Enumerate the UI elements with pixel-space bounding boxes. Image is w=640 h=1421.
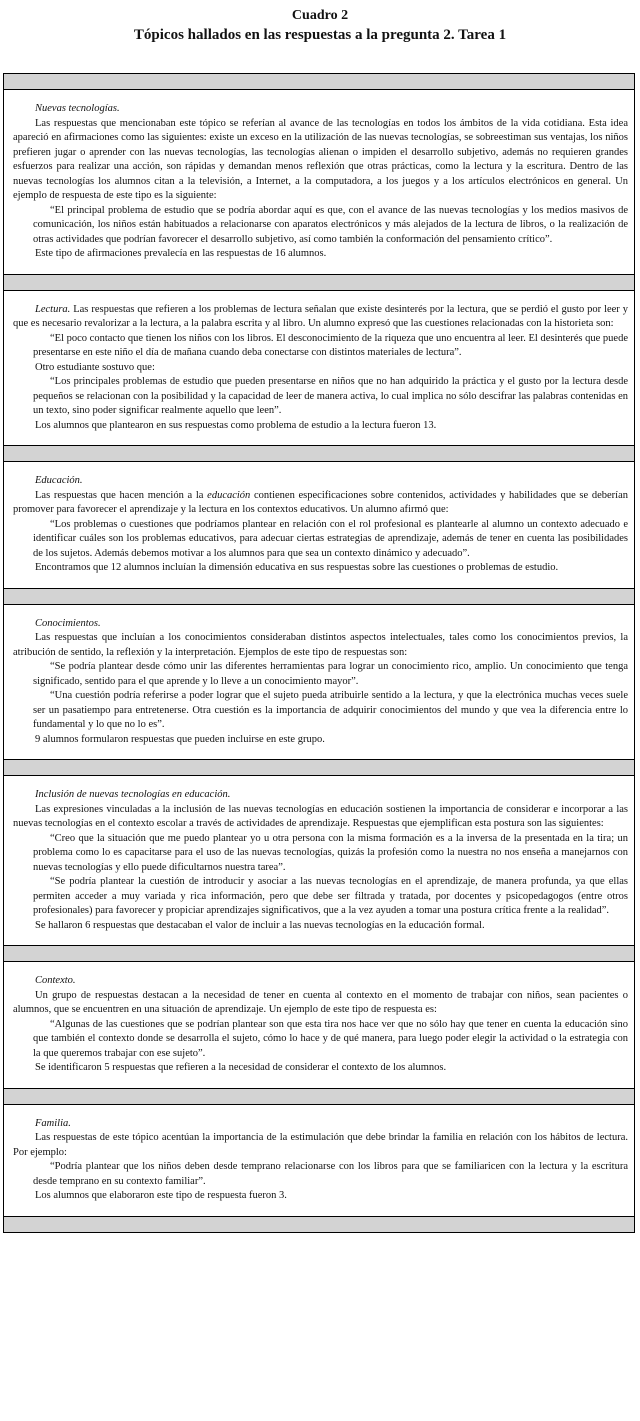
quote-paragraph: “Una cuestión podría referirse a poder lograr que el sujeto pueda atribuirle sentido a la lectura, y que la electrónica muchas veces suele ser un pasatiempo para entretenerse. Otra cuestión es la importancia de adquirir conocimientos del mundo y que vea la diferencia entre lo fundamental y lo que no lo es”. [33, 690, 628, 730]
topic-section-nuevas-tecnologias [4, 90, 634, 274]
topic-section-contexto [4, 962, 634, 1088]
topic-heading: Inclusión de nuevas tecnologías en educación. [35, 789, 231, 800]
topic-section-familia [4, 1105, 634, 1216]
topic-section-conocimientos [4, 605, 634, 760]
section-divider-bar [4, 588, 634, 605]
paragraph: Las respuestas de este tópico acentúan la importancia de la estimulación que debe brindar la familia en relación con los hábitos de lectura. Por ejemplo: [13, 1132, 628, 1158]
quote-paragraph: “El principal problema de estudio que se podría abordar aquí es que, con el avance de las nuevas tecnologías y los medios masivos de comunicación, los niños están habituados a relacionarse con aparatos electrónicos y más alejados de la lectura de libros, o la realización de otras actividades que podrían favorecer el desarrollo subjetivo, así como también la conformación del pensamiento crítico”. [33, 204, 628, 245]
topic-heading: Conocimientos. [35, 617, 101, 629]
quote-paragraph: “Los problemas o cuestiones que podríamos plantear en relación con el rol profesional es plantearle al alumno un contexto adecuado e identificar cuáles son los problemas educativos, para adecuar ciertas estrategias de aprendizaje, además de tener en cuenta las posibilidades de los sujetos. Además debemos motivar a los alumnos para que sea un contexto dinámico y adecuado”. [33, 518, 628, 559]
paragraph: Un grupo de respuestas destacan a la necesidad de tener en cuenta al contexto en el momento de trabajar con niños, sean pacientes o alumnos, que se encuentren en una situación de aprendizaje. Un ejemplo de este tipo de respuesta es: [13, 989, 628, 1015]
section-divider-bar [4, 1088, 634, 1105]
topic-heading: Contexto. [35, 975, 76, 986]
paragraph: Las respuestas que hacen mención a la educación contienen especificaciones sobre contenidos, actividades y habilidades que se deberían promover para favorecer el aprendizaje y la lectura en los contextos educativos. Un alumno afirmó que: [13, 489, 628, 515]
section-divider-bar [4, 1216, 634, 1233]
paragraph: Se hallaron 6 respuestas que destacaban el valor de incluir a las nuevas tecnologías en la educación formal. [35, 919, 485, 931]
paragraph: Se identificaron 5 respuestas que refieren a la necesidad de considerar el contexto de los alumnos. [35, 1062, 447, 1073]
paragraph: Lectura. Las respuestas que refieren a los problemas de lectura señalan que existe desinterés por la lectura, que se perdió el gusto por leer y que es necesario revalorizar a la lectura, a la palabra escrita y al libro. Un alumno expresó que las cuestiones relacionadas con la historieta son: [13, 303, 628, 329]
topic-heading: Familia. [35, 1117, 71, 1129]
section-divider-bar [4, 73, 634, 90]
table-caption-number: Cuadro 2 [291, 8, 349, 23]
section-divider-bar [4, 445, 634, 462]
paragraph: Este tipo de afirmaciones prevalecía en las respuestas de 16 alumnos. [35, 248, 327, 259]
quote-paragraph: “El poco contacto que tienen los niños con los libros. El desconocimiento de la riqueza que uno encuentra al leer. El desinterés que puede presentarse en este niño el día de mañana cuando deba conectarse con distintos materiales de lectura”. [33, 332, 628, 358]
paragraph: Las respuestas que mencionaban este tópico se referían al avance de las tecnologías en todos los ámbitos de la vida cotidiana. Esta idea apareció en afirmaciones como las siguientes: existe un exceso en la utilización de las nuevas tecnologías, se sobreestiman sus ventajas, los niños prefieren jugar o aprender con las nuevas tecnologías, las tecnologías alienan o impiden el desarrollo subjetivo, además no requieren grandes esfuerzos para realizar una acción, son rápidas y demandan menos reflexión que otras prácticas, como la lectura y la escritura. Dentro de las nuevas tecnologías los alumnos citan a la televisión, a Internet, a la computadora, a los juegos y a los artículos electrónicos en general. Un ejemplo de respuesta de este tipo es la siguiente: [13, 117, 628, 201]
paragraph: Los alumnos que elaboraron este tipo de respuesta fueron 3. [35, 1190, 287, 1201]
topic-heading: Educación. [35, 475, 83, 486]
quote-paragraph: “Los principales problemas de estudio que pueden presentarse en niños que no han adquirido la práctica y el gusto por la lectura desde pequeños se relacionan con la posibilidad y la capacidad de leer de manera activa, lo cual implica no sólo descifrar las palabras contenidas en un texto, sino poder significar realmente aquello que leen”. [33, 376, 628, 416]
paragraph: Encontramos que 12 alumnos incluían la dimensión educativa en sus respuestas sobre las cuestiones o problemas de estudio. [35, 562, 559, 573]
topic-section-educacion [4, 462, 634, 588]
quote-paragraph: “Se podría plantear la cuestión de introducir y asociar a las nuevas tecnologías en el aprendizaje, de manera profunda, ya que ellas permiten acceder a muy variada y rica información, pero que debe ser filtrada y tratada, por docentes y psicopedagogos (entre otros profesionales) para favorecer y propiciar aprendizajes significativos, que a la vez ayuden a tomar una postura crítica frente a la realidad”. [33, 876, 628, 916]
table-caption-title: Tópicos hallados en las respuestas a la pregunta 2. Tarea 1 [133, 27, 507, 43]
paragraph: Las respuestas que incluían a los conocimientos consideraban distintos aspectos intelectuales, tales como los conocimientos previos, la atribución de sentido, la reflexión y la interpretación. Ejemplos de este tipo de respuestas son: [13, 632, 628, 658]
topic-section-lectura [4, 291, 634, 446]
section-divider-bar [4, 759, 634, 776]
quote-paragraph: “Se podría plantear desde cómo unir las diferentes herramientas para lograr un conocimiento rico, amplio. Un conocimiento que tenga significado, sentido para el que aprende y lo lleve a un conocimiento mayor”. [33, 661, 628, 687]
paragraph: Otro estudiante sostuvo que: [35, 361, 155, 373]
paragraph: Los alumnos que plantearon en sus respuestas como problema de estudio a la lectura fueron 13. [35, 419, 437, 431]
topic-section-inclusion-de-nuevas-tecnologias-en-educacion [4, 776, 634, 945]
topic-heading: Nuevas tecnologías. [35, 103, 120, 114]
paragraph: Las expresiones vinculadas a la inclusión de las nuevas tecnologías en educación sostienen la importancia de considerar e incorporar a las nuevas tecnologías en el contexto escolar a través de actividades de aprendizaje. Respuestas que ejemplifican esta postura son las siguientes: [13, 803, 628, 829]
table-caption [0, 6, 640, 46]
quote-paragraph: “Algunas de las cuestiones que se podrían plantear son que esta tira nos hace ver que no sólo hay que tener en cuenta la educación sino que también el contexto donde se desarrolla el sujeto, cómo lo hace y de qué manera, para luego poder elegir la actividad o la estrategia con la que queremos trabajar con ese sujeto”. [33, 1018, 628, 1059]
quote-paragraph: “Creo que la situación que me puedo plantear yo u otra persona con la misma formación es a la inversa de la presentada en la tira; un problema como lo es capacitarse para el uso de las nuevas tecnologías, quizás la profesión como la nuestra no nos enseña a manejarnos con nuevas tecnologías y ello puede dificultarnos nuestra tarea”. [33, 832, 628, 873]
section-divider-bar [4, 945, 634, 962]
quote-paragraph: “Podría plantear que los niños deben desde temprano relacionarse con los libros para que se familiaricen con la lectura y la escritura desde temprano en su contexto familiar”. [33, 1161, 628, 1187]
topics-table [3, 73, 635, 1233]
section-divider-bar [4, 274, 634, 291]
paragraph: 9 alumnos formularon respuestas que pueden incluirse en este grupo. [35, 733, 325, 745]
